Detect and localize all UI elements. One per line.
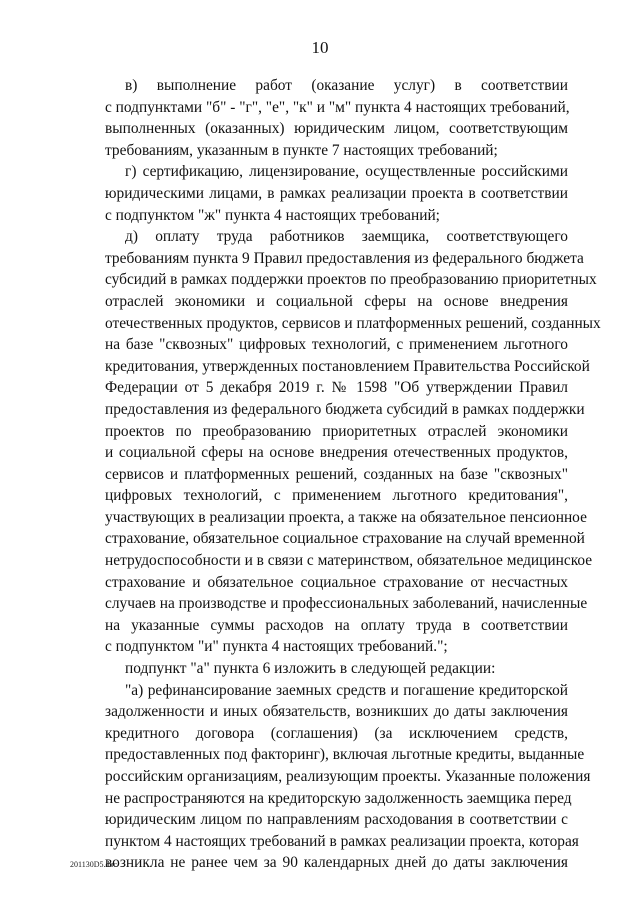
text-line: выполненных (оказанных) юридическим лицом, соответствующим (105, 120, 568, 138)
text-line: д) оплату труда работников заемщика, соответствующего (125, 228, 568, 246)
text-line: не распространяются на кредиторскую задолженность заемщика перед (105, 789, 572, 807)
text-line: на указанные суммы расходов на оплату труда в соответствии (105, 616, 568, 634)
text-line: возникла не ранее чем за 90 календарных дней до даты заключения (105, 854, 568, 872)
text-line: требованиям пункта 9 Правил предоставления из федерального бюджета (105, 249, 584, 267)
text-line: страхование и обязательное социальное страхование от несчастных (105, 573, 568, 591)
text-line: страхование, обязательное социальное страхование на случай временной (105, 530, 585, 548)
text-line: пунктом 4 настоящих требований в рамках реализации проекта, которая (105, 832, 579, 850)
text-line: российским организациям, реализующим проекты. Указанные положения (105, 768, 591, 785)
text-line: юридическим лицом по направлениям расходования в соответствии с (105, 811, 568, 829)
text-line: отечественных продуктов, сервисов и платформенных решений, созданных (105, 314, 601, 332)
text-line: требованиям, указанным в пункте 7 настоящих требований; (105, 141, 498, 159)
text-line: кредитного договора (соглашения) (за исключением средств, (105, 724, 568, 742)
text-line: на базе "сквозных" цифровых технологий, с применением льготного (105, 336, 568, 354)
text-line: с подпунктом "и" пункта 4 настоящих требований."; (105, 638, 448, 656)
text-line: цифровых технологий, с применением льготного кредитования", (105, 487, 568, 505)
text-line: Федерации от 5 декабря 2019 г. № 1598 "Об утверждении Правил (105, 379, 568, 397)
text-line: нетрудоспособности и в связи с материнством, обязательное медицинское (105, 552, 593, 570)
text-line: предоставления из федерального бюджета субсидий в рамках поддержки (105, 400, 585, 418)
text-line: г) сертификацию, лицензирование, осуществленные российскими (125, 163, 568, 181)
text-line: случаев на производстве и профессиональных заболеваний, начисленные (105, 595, 588, 613)
text-line: отраслей экономики и социальной сферы на основе внедрения (105, 292, 568, 310)
page-number: 10 (311, 38, 329, 57)
text-line: предоставленных под факторинг), включая льготные кредиты, выданные (105, 746, 585, 764)
text-line: юридическими лицами, в рамках реализации проекта в соответствии (105, 184, 568, 202)
text-line: кредитования, утвержденных постановлением Правительства Российской (105, 357, 590, 375)
text-line: участвующих в реализации проекта, а также на обязательное пенсионное (105, 508, 587, 526)
footer-filename: 201130D5.doc (70, 860, 118, 869)
document-body (105, 75, 601, 874)
text-line: субсидий в рамках поддержки проектов по преобразованию приоритетных (105, 271, 597, 289)
text-line: проектов по преобразованию приоритетных отраслей экономики (105, 422, 568, 440)
text-line: подпункт "а" пункта 6 изложить в следующей редакции: (125, 660, 496, 678)
text-line: с подпунктом "ж" пункта 4 настоящих требований; (105, 206, 440, 224)
text-line: сервисов и платформенных решений, созданных на базе "сквозных" (105, 465, 568, 483)
text-line: в) выполнение работ (оказание услуг) в соответствии (125, 77, 568, 94)
text-line: задолженности и иных обязательств, возникших до даты заключения (105, 703, 568, 721)
text-line: "а) рефинансирование заемных средств и погашение кредиторской (125, 681, 568, 699)
text-line: с подпунктами "б" - "г", "е", "к" и "м" пункта 4 настоящих требований, (105, 98, 570, 116)
text-line: и социальной сферы на основе внедрения отечественных продуктов, (105, 444, 568, 462)
